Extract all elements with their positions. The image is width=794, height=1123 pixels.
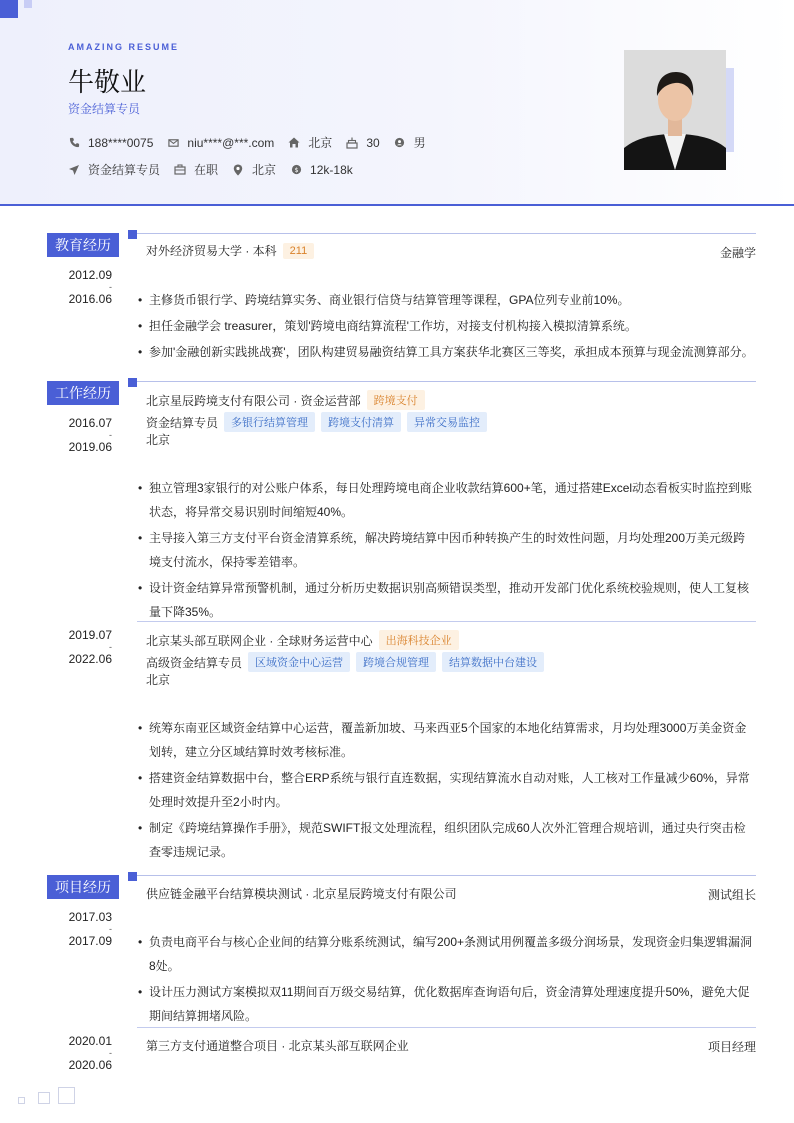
briefcase-icon <box>174 164 186 176</box>
salary-icon <box>290 164 302 176</box>
section-title-education: 教育经历 <box>47 233 119 257</box>
list-item: • 设计资金结算异常预警机制，通过分析历史数据识别高频错误类型，推动开发部门优化系统校验规则，使人工复核量下降35%。 <box>138 581 750 619</box>
list-item: • 主导接入第三方支付平台资金清算系统，解决跨境结算中因币种转换产生的时效性问题，月均处理200万美元级跨境支付流水，保持零差错率。 <box>138 531 746 569</box>
date-separator: - <box>109 1048 112 1058</box>
list-item: • 参加'金融创新实践挑战赛'，团队构建贸易融资结算工具方案获华北赛区三等奖，承担成本预算与现金流测算部分。 <box>138 345 754 359</box>
section-divider <box>137 875 756 876</box>
contact-phone <box>68 136 153 150</box>
corner-decoration <box>0 0 18 18</box>
footer-decoration <box>38 1092 50 1104</box>
job-salary-value: 12k-18k <box>310 162 353 177</box>
work-company-tag: 跨境支付 <box>367 390 425 410</box>
work-role: 高级资金结算专员 <box>146 655 243 670</box>
work-start-date: 2016.07 <box>68 416 112 430</box>
contact-gender-value: 男 <box>413 136 426 150</box>
job-city-value: 北京 <box>252 163 277 177</box>
work-role-tag: 跨境支付清算 <box>321 412 401 432</box>
project-bullets <box>138 930 755 1028</box>
gender-icon <box>394 137 406 149</box>
edu-bullets <box>138 288 755 364</box>
section-divider <box>137 233 756 234</box>
project-name: 第三方支付通道整合项目 · 北京某头部互联网企业 <box>146 1039 409 1053</box>
contact-row-2 <box>68 161 367 178</box>
list-item: • 设计压力测试方案模拟双11期间百万级交易结算，优化数据库查询语句后，资金清算处理速度提升50%，避免大促期间结算拥堵风险。 <box>138 985 750 1023</box>
project-role: 项目经理 <box>707 1040 756 1054</box>
contact-gender <box>394 134 426 151</box>
list-item: • 主修货币银行学、跨境结算实务、商业银行信贷与结算管理等课程，GPA位列专业前10%。 <box>138 293 630 307</box>
entry-divider <box>137 621 756 622</box>
job-status-value: 在职 <box>194 163 219 177</box>
work-company-tag: 出海科技企业 <box>379 630 459 650</box>
section-marker <box>128 378 137 387</box>
job-status <box>174 161 218 178</box>
work-city: 北京 <box>146 673 171 687</box>
list-item: • 制定《跨境结算操作手册》，规范SWIFT报文处理流程，组织团队完成60人次外汇管理合规培训，通过央行突击检查零违规记录。 <box>138 821 746 859</box>
job-intent <box>68 161 160 178</box>
profile-photo <box>624 50 726 170</box>
work-role-tag: 跨境合规管理 <box>356 652 436 672</box>
footer-decoration <box>58 1087 75 1104</box>
candidate-title: 资金结算专员 <box>68 102 141 116</box>
section-marker <box>128 872 137 881</box>
edu-major: 金融学 <box>719 246 756 260</box>
work-role-tag: 异常交易监控 <box>407 412 487 432</box>
location-pin-icon <box>232 164 244 176</box>
work-role-line <box>146 412 487 432</box>
work-role: 资金结算专员 <box>146 415 219 430</box>
work-bullets <box>138 476 755 624</box>
list-item: • 搭建资金结算数据中台，整合ERP系统与银行直连数据，实现结算流水自动对账，人工核对工作量减少60%，异常处理时效提升至2小时内。 <box>138 771 750 809</box>
contact-email-value: niu****@***.com <box>187 135 275 150</box>
project-name: 供应链金融平台结算模块测试 · 北京星辰跨境支付有限公司 <box>146 887 457 901</box>
corner-decoration-small <box>24 0 32 8</box>
contact-age <box>346 136 379 150</box>
date-separator: - <box>109 430 112 440</box>
list-item: • 担任金融学会 treasurer，策划'跨境电商结算流程'工作坊，对接支付机构接入模拟清算系统。 <box>138 319 637 333</box>
project-role: 测试组长 <box>707 888 756 902</box>
entry-divider <box>137 1027 756 1028</box>
candidate-name: 牛敬业 <box>68 67 147 97</box>
home-icon <box>288 137 300 149</box>
contact-home-value: 北京 <box>308 136 333 150</box>
project-start-date: 2020.01 <box>68 1034 112 1048</box>
date-separator: - <box>109 924 112 934</box>
work-role-line <box>146 652 544 672</box>
work-role-tag: 结算数据中台建设 <box>442 652 544 672</box>
project-start-date: 2017.03 <box>68 910 112 924</box>
section-title-projects: 项目经历 <box>47 875 119 899</box>
work-bullets <box>138 716 755 864</box>
section-marker <box>128 230 137 239</box>
contact-email <box>167 136 274 150</box>
contact-phone-value: 188****0075 <box>88 135 154 150</box>
work-city: 北京 <box>146 433 171 447</box>
project-end-date: 2020.06 <box>68 1058 112 1072</box>
edu-school: 对外经济贸易大学 · 本科 <box>146 244 277 258</box>
job-intent-value: 资金结算专员 <box>88 163 161 177</box>
work-start-date: 2019.07 <box>68 628 112 642</box>
job-city <box>232 161 276 178</box>
contact-home <box>288 134 332 151</box>
job-salary <box>290 163 353 177</box>
send-icon <box>68 164 80 176</box>
edu-start-date: 2012.09 <box>68 268 112 282</box>
work-company-line <box>146 390 425 410</box>
resume-header <box>0 0 794 206</box>
contact-row-1 <box>68 134 440 151</box>
brand-label: AMAZING RESUME <box>68 42 179 52</box>
work-end-date: 2022.06 <box>68 652 112 666</box>
svg-text:$: $ <box>294 165 299 174</box>
date-separator: - <box>109 642 112 652</box>
work-company: 北京某头部互联网企业 · 全球财务运营中心 <box>146 633 373 648</box>
list-item: • 负责电商平台与核心企业间的结算分账系统测试，编写200+条测试用例覆盖多级分润场景，发现资金归集逻辑漏洞8处。 <box>138 935 753 973</box>
cake-icon <box>346 137 358 149</box>
edu-school-tag: 211 <box>283 243 315 259</box>
section-title-work: 工作经历 <box>47 381 119 405</box>
footer-decoration <box>18 1097 25 1104</box>
date-separator: - <box>109 282 112 292</box>
phone-icon <box>68 137 80 149</box>
list-item: • 统筹东南亚区域资金结算中心运营，覆盖新加坡、马来西亚5个国家的本地化结算需求，月均处理3000万美金资金划转，建立分区域结算时效考核标准。 <box>138 721 747 759</box>
work-company: 北京星辰跨境支付有限公司 · 资金运营部 <box>146 393 361 408</box>
work-role-tag: 多银行结算管理 <box>224 412 315 432</box>
list-item: • 独立管理3家银行的对公账户体系，每日处理跨境电商企业收款结算600+笔，通过搭建Excel动态看板实时监控到账状态，将异常交易识别时间缩短40%。 <box>138 481 753 519</box>
edu-end-date: 2016.06 <box>68 292 112 306</box>
edu-school-line <box>146 242 314 259</box>
contact-age-value: 30 <box>366 135 380 150</box>
project-end-date: 2017.09 <box>68 934 112 948</box>
work-end-date: 2019.06 <box>68 440 112 454</box>
work-company-line <box>146 630 459 650</box>
section-divider <box>137 381 756 382</box>
mail-icon <box>167 137 179 149</box>
work-role-tag: 区域资金中心运营 <box>248 652 350 672</box>
